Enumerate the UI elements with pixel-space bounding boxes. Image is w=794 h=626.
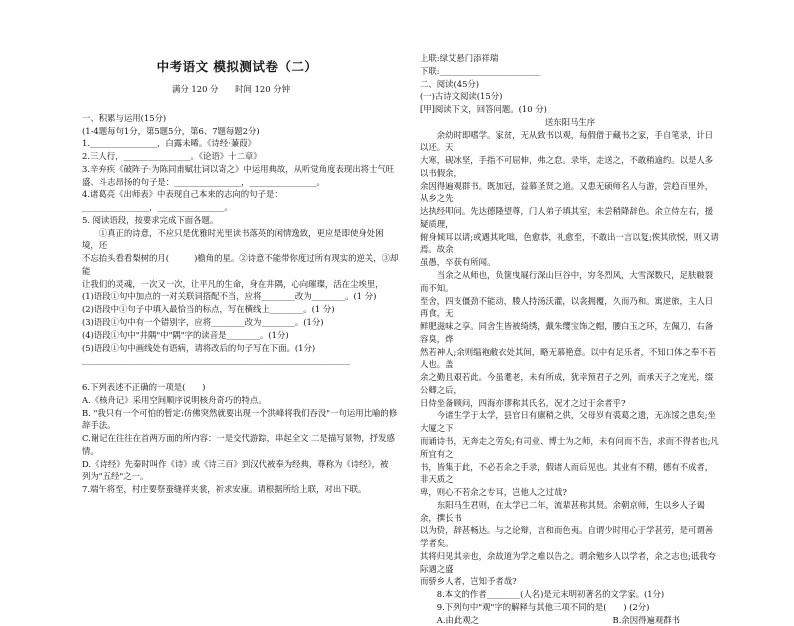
passage-para-2-line-4: 然若神人;余则缊袍敝衣处其间，略无慕艳意。以中有足乐者，不知口体之奉不若人也。盖: [420, 346, 716, 370]
passage-para-2-line-2: 至舍，四支僵劲不能动，媵人持汤沃灌，以衾拥覆，久而乃和。寓逆旅，主人日再食，无: [420, 295, 714, 319]
section-1-note: (1-4题每句1分，第5题5分，第6、7题每题2分): [82, 125, 260, 136]
question-4-line-1: 4.诸葛亮《出师表》中表现自己本来的志向的句子是：: [82, 189, 283, 200]
question-6-option-a: A.《核舟记》采用空间顺序说明核舟奇巧的特点。: [82, 394, 267, 405]
question-7: 7.端午将至，村庄要祭蚕缝祥夹裳，祈求安康。请根据所给上联，对出下联。: [82, 484, 367, 495]
question-5-2: (2)语段中①句子中填入最恰当的标点，写在横线上________。(1 分): [82, 304, 335, 315]
right-column: [420, 0, 720, 626]
subsection-1-heading: (一)古诗文阅读(15分): [420, 91, 503, 102]
question-8: 8.本文的作者________(人名)是元末明初著名的文学家。(1分): [436, 589, 665, 600]
passage-para-1-line-2: 大寒，砚冰坚，手指不可屈伸，弗之怠。录毕，走送之，不敢稍逾约。以是人多以书假余，: [420, 155, 714, 178]
passage-5-line-2: 不忘抬头看看梨树的月( )檐角的星。②诗意不能带你度过所有现实的逆关，③却能: [82, 253, 399, 276]
passage-para-3-line-2: 而诵诗书，无奔走之劳矣;有司业、博士为之师，未有问而不告，求而不得者也;凡所宜有之: [420, 435, 719, 459]
question-3-line-1: 3.辛弃疾《破阵子·为陈同甫赋壮词以寄之》中运用典故，从听觉角度表现出将士气旺: [82, 163, 395, 174]
question-5-1: (1)语段①句中加点的一对关联词搭配不当，应将________改为________。(1 分): [82, 291, 377, 302]
passage-para-3-line-3: 书，皆集于此，不必若余之手录，假诸人而后见也。其业有不精，德有不成者，非天质之: [420, 461, 714, 485]
question-5-5-answer-line: ________________________________________________________________: [82, 355, 350, 366]
question-5: 5. 阅读语段，按要求完成下面各题。: [82, 214, 219, 225]
couplet-lower: 下联:________________________: [420, 65, 541, 76]
passage-para-4-line-3: 其将归见其亲也，余故道为学之难以告之。谓余勉乡人以学者，余之志也;诋我夸际遇之盛: [420, 550, 716, 574]
section-1-heading: 一、积累与运用(15分): [82, 112, 167, 123]
passage-para-2-line-3: 鲜肥滋味之享。同舍生皆被绮绣，戴朱缨宝饰之帽，腰白玉之环，左佩刀，右备容臭，烨: [420, 321, 714, 344]
passage-para-4-line-1: 东阳马生君则，在太学已二年，流辈甚称其贤。余朝京师，生以乡人子谒余，撰长书: [420, 499, 705, 523]
passage-para-3-line-4: 卑，则心不若余之专耳，岂他人之过哉?: [420, 487, 567, 498]
question-6-option-c: C.谢记在往往在首两万面的所内容：一是交代游踪，串起全文 二是描写景物，抒发感情。: [82, 433, 395, 456]
left-column: [82, 0, 400, 496]
exam-title: 中考语文 模拟测试卷（二）: [156, 59, 318, 74]
passage-para-1-line-3: 余因得遍观群书。既加冠，益慕圣贤之道。又患无硕师名人与游，尝趋百里外，从乡之先: [420, 180, 714, 204]
question-6-option-d-line-1: D.《诗经》先秦时叫作《诗》或《诗三百》到汉代被奉为经典，尊称为《诗经》，被: [82, 458, 389, 469]
question-9: 9.下列句中"观"字的解释与其他三项不同的是( ) (2分): [436, 601, 650, 612]
question-9-option-a: A.由此观之: [436, 614, 480, 625]
passage-title: 送东阳马生序: [544, 116, 596, 127]
question-9-option-b: B.余因得遍观群书: [612, 614, 680, 625]
exam-subtitle: 满分 120 分 时间 120 分钟: [172, 84, 290, 94]
passage-5-line-1: ①真正的诗意，不应只是优雅时光里读书落英的闲情逸致，更应是即使身处困境，还: [82, 227, 384, 251]
passage-para-4-line-4: 而骄乡人者，岂知予者哉?: [420, 576, 517, 587]
question-6-option-b-line-1: B. "我只有一个可怕的暂定:仿佛突然就要出现一个洪峰将我们吞没"一句运用比喻的修: [82, 407, 398, 418]
question-4-line-2: ________________，________________。: [82, 202, 233, 213]
passage-para-1-line-5: 俯身倾耳以请;或遇其叱咄，色愈恭，礼愈至，不敢出一言以复;俟其欣悦，则又请焉。故余: [420, 231, 719, 255]
passage-para-2-line-6: 日侍坐备顾问，四海亦谬称其氏名，况才之过于余者乎?: [420, 397, 626, 408]
question-5-5: (5)语段①句中画线处有语病，请将改后的句子写在下面。(1分): [82, 342, 316, 353]
passage-para-1-line-4: 达执经叩问。先达德隆望尊，门人弟子填其室，未尝稍降辞色。余立侍左右，援疑质理，: [420, 206, 714, 229]
passage-para-2-line-5: 余之勤且艰若此。今虽耄老，未有所成，犹幸预君子之列，而承天子之宠光，缀公卿之后，: [420, 372, 714, 395]
question-9-options: [420, 614, 720, 626]
question-3-line-2: 盛、斗志昂扬的句子是：________________，________________。: [82, 176, 325, 187]
question-1: 1.________________，白露未晞。《诗经·蒹葭》: [82, 138, 256, 149]
subsection-1-instruction: [甲]阅读下文，回答问题。(10 分): [420, 104, 547, 115]
couplet-upper: 上联:绿艾悬门添祥瑞: [420, 53, 499, 63]
passage-para-1-line-1: 余幼时即嗜学。家贫，无从致书以观，每假借于藏书之家，手自笔录，计日以还。天: [420, 129, 714, 153]
passage-para-4-line-2: 以为贽，辞甚畅达。与之论辩，言和而色夷。自谓少时用心于学甚劳，是可谓善学者矣。: [420, 525, 714, 549]
passage-5-line-3: 让我们的灵魂，一次又一次，让平凡的生命，身在井隅，心向璀璨，活在尘埃里，: [82, 278, 384, 289]
question-6: 6.下列表述不正确的一项是( ): [82, 382, 206, 393]
section-2-heading: 二、阅读(45分): [420, 78, 480, 89]
question-6-option-b-line-2: 辞手法。: [82, 420, 116, 431]
passage-para-1-line-6: 虽愚，卒获有所闻。: [420, 257, 496, 268]
question-6-option-d-line-2: 列为"五经"之一。: [82, 471, 149, 482]
passage-para-3-line-1: 今诸生学于太学，县官日有廪稍之供，父母岁有裘葛之遗，无冻馁之患矣;坐大厦之下: [420, 410, 716, 434]
question-5-3: (3)语段①句中有一个错别字，应将________改为________。(1分): [82, 317, 324, 328]
passage-para-2-line-1: 当余之从师也，负箧曳屣行深山巨谷中，穷冬烈风，大雪深数尺，足肤皲裂而不知。: [420, 270, 714, 293]
question-2: 2.三人行，________________。《论语》十二章》: [82, 151, 262, 162]
question-5-4: (4)语段①句中"井隅"中"隅"字的读音是________。(1分): [82, 329, 289, 340]
